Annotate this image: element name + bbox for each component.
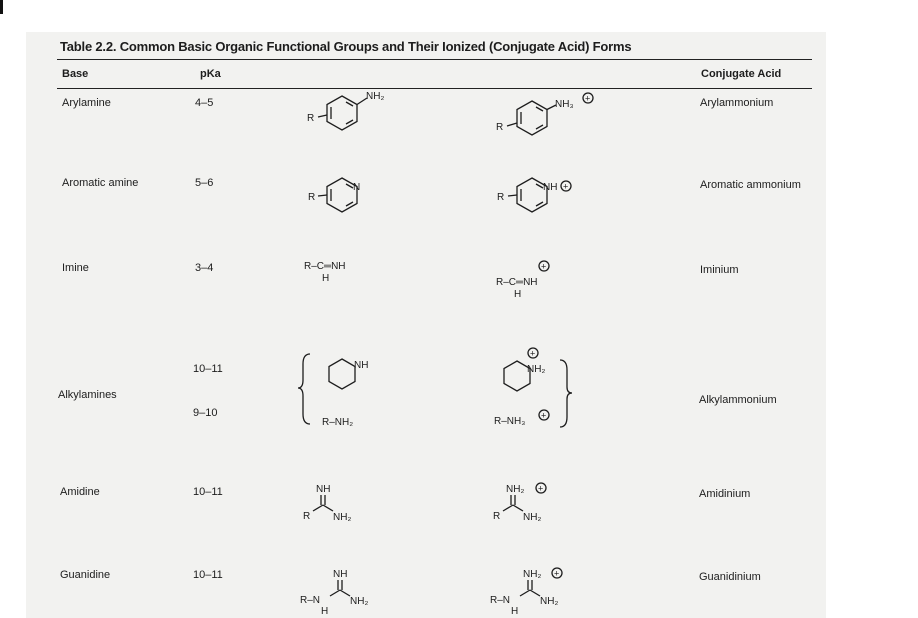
r-group-label: R bbox=[493, 511, 501, 522]
primary-ammonium-formula: R–NH₃ bbox=[494, 416, 526, 427]
nitrogen-label: NH bbox=[543, 182, 558, 193]
r-group-label: R bbox=[497, 192, 505, 203]
r-group-label: R bbox=[308, 192, 316, 203]
base-name: Arylamine bbox=[62, 97, 111, 109]
r-n-label: R–N bbox=[490, 595, 511, 606]
guanidine-structure bbox=[300, 565, 380, 617]
header-pka: pKa bbox=[200, 68, 221, 80]
iminium-label: NH₂ bbox=[506, 484, 525, 495]
alkylammonium-structures bbox=[490, 345, 580, 430]
hydrogen-label: H bbox=[511, 606, 519, 617]
imine-formula: R–C═NH bbox=[304, 261, 346, 272]
pka-value: 3–4 bbox=[195, 262, 214, 274]
iminium-formula: R–C═NH bbox=[496, 277, 538, 288]
pka-value: 5–6 bbox=[195, 177, 214, 189]
svg-text:+: + bbox=[563, 181, 569, 192]
piperidine-ring bbox=[329, 359, 355, 389]
table-title: Table 2.2. Common Basic Organic Functional Groups and Their Ionized (Conjugate Acid) Forms bbox=[60, 39, 632, 54]
amino-label: NH₂ bbox=[350, 596, 369, 607]
r-n-label: R–N bbox=[300, 595, 321, 606]
amino-label: NH₂ bbox=[523, 512, 542, 523]
left-brace bbox=[298, 354, 310, 424]
r-group-label: R bbox=[496, 122, 504, 133]
amidine-structure bbox=[300, 480, 380, 524]
amino-label: NH₂ bbox=[540, 596, 559, 607]
pyridine-structure bbox=[300, 168, 410, 224]
base-name: Imine bbox=[62, 262, 89, 274]
arylammonium-structure bbox=[490, 90, 610, 150]
edge-mark bbox=[0, 0, 3, 14]
base-name: Amidine bbox=[60, 486, 100, 498]
iminium-structure bbox=[496, 258, 576, 302]
amidinium-structure bbox=[490, 480, 570, 524]
pka-value: 4–5 bbox=[195, 97, 214, 109]
ammonium-label: NH₃ bbox=[555, 99, 574, 110]
conjugate-acid-name: Aromatic ammonium bbox=[700, 179, 801, 191]
base-name: Alkylamines bbox=[58, 389, 117, 401]
header-rule bbox=[57, 88, 812, 89]
arylamine-structure bbox=[300, 85, 410, 145]
nitrogen-label: NH₂ bbox=[527, 364, 546, 375]
nitrogen-label: NH bbox=[354, 360, 369, 371]
base-name: Guanidine bbox=[60, 569, 111, 581]
svg-text:+: + bbox=[585, 93, 591, 104]
conjugate-acid-name: Amidinium bbox=[699, 488, 751, 500]
svg-text:+: + bbox=[541, 410, 547, 421]
pka-value: 9–10 bbox=[193, 407, 218, 419]
pka-value: 10–11 bbox=[193, 569, 223, 581]
conjugate-acid-name: Alkylammonium bbox=[699, 394, 777, 406]
imino-label: NH bbox=[333, 569, 348, 580]
nitrogen-label: N bbox=[353, 182, 361, 193]
header-conjugate-acid: Conjugate Acid bbox=[701, 68, 782, 80]
conjugate-acid-name: Guanidinium bbox=[699, 571, 761, 583]
hydrogen-label: H bbox=[321, 606, 329, 617]
header-base: Base bbox=[62, 68, 89, 80]
conjugate-acid-name: Arylammonium bbox=[700, 97, 774, 109]
alkylamine-structures bbox=[298, 350, 408, 430]
pyridinium-structure bbox=[490, 168, 610, 224]
guanidinium-structure bbox=[490, 565, 580, 617]
amino-label: NH₂ bbox=[333, 512, 352, 523]
pka-value: 10–11 bbox=[193, 363, 223, 375]
imino-label: NH bbox=[316, 484, 331, 495]
hydrogen-label: H bbox=[514, 289, 522, 300]
iminium-label: NH₂ bbox=[523, 569, 542, 580]
imine-structure bbox=[304, 255, 384, 289]
pka-value: 10–11 bbox=[193, 486, 223, 498]
primary-amine-formula: R–NH₂ bbox=[322, 417, 354, 428]
svg-text:+: + bbox=[541, 261, 547, 272]
base-name: Aromatic amine bbox=[62, 177, 139, 189]
top-rule bbox=[57, 59, 812, 60]
amino-label: NH₂ bbox=[366, 91, 385, 102]
r-group-label: R bbox=[307, 113, 315, 124]
hydrogen-label: H bbox=[322, 273, 330, 284]
right-brace bbox=[560, 360, 572, 427]
scanned-page bbox=[26, 32, 826, 618]
svg-text:+: + bbox=[554, 568, 560, 579]
conjugate-acid-name: Iminium bbox=[700, 264, 739, 276]
svg-text:+: + bbox=[530, 348, 536, 359]
svg-text:+: + bbox=[538, 483, 544, 494]
r-group-label: R bbox=[303, 511, 311, 522]
